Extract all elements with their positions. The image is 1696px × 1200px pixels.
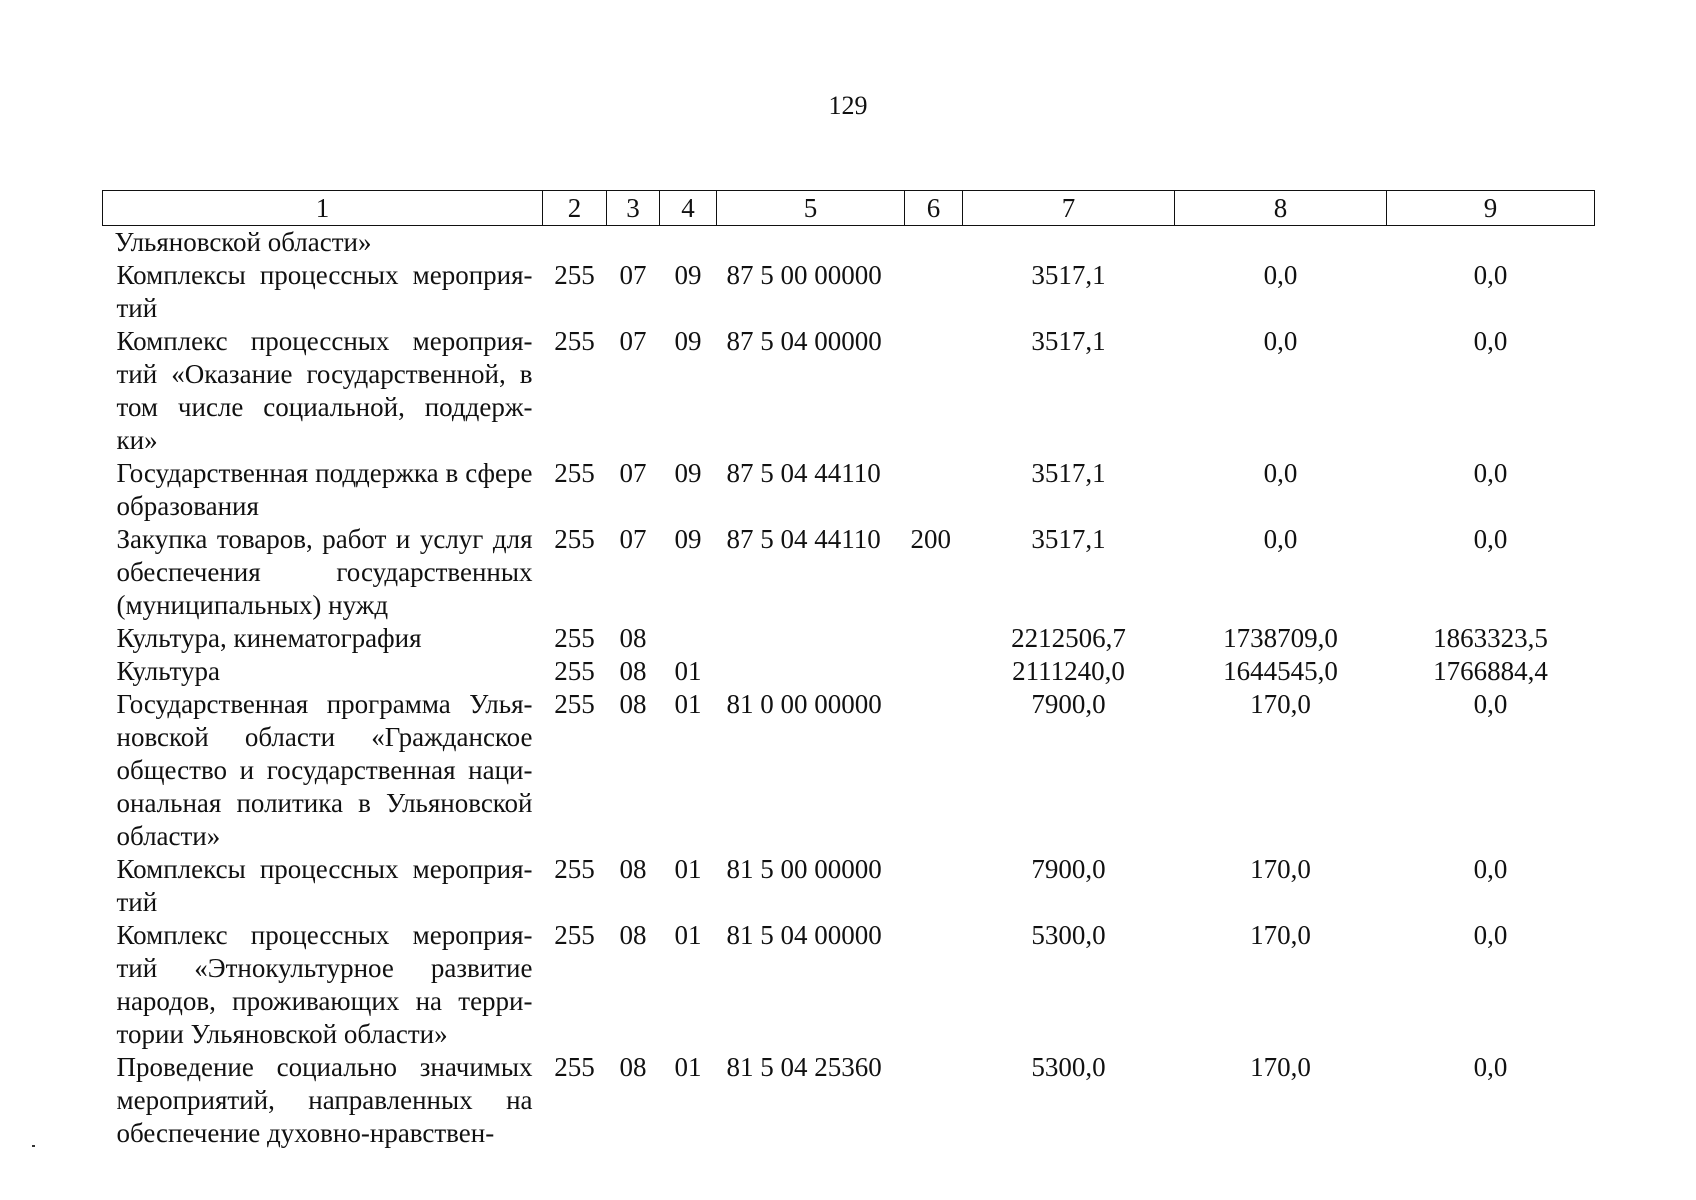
- column-header-8: 8: [1175, 191, 1387, 226]
- row-col-7: 5300,0: [1031, 920, 1106, 950]
- row-col-2: 255: [554, 656, 595, 686]
- row-col-2: 255: [554, 260, 595, 290]
- row-col-8: 0,0: [1263, 260, 1298, 290]
- row-name: Комплексы процессных мероприя-тий: [116, 854, 533, 917]
- row-col-8: 0,0: [1263, 458, 1298, 488]
- row-col-9: 0,0: [1473, 854, 1508, 884]
- table-row: [103, 259, 1595, 325]
- row-name: Проведение социально значимых мероприятий, направленных на обеспечение духовно-нравствен-: [116, 1052, 533, 1148]
- table-row: [103, 688, 1595, 853]
- row-col-3: 08: [619, 689, 647, 719]
- scan-speck: [32, 1145, 35, 1147]
- row-col-6: [905, 688, 963, 853]
- row-col-8: 0,0: [1263, 326, 1298, 356]
- row-col-2: 255: [554, 524, 595, 554]
- row-col-3: 07: [619, 458, 647, 488]
- row-col-9: [1387, 226, 1595, 260]
- row-col-4: 01: [674, 689, 702, 719]
- row-col-5: [717, 622, 905, 655]
- row-col-4: 09: [674, 458, 702, 488]
- column-header-3: 3: [607, 191, 660, 226]
- row-col-8: 1738709,0: [1223, 623, 1338, 653]
- row-col-6: [905, 1051, 963, 1150]
- row-col-5: 87 5 04 44110: [726, 458, 881, 488]
- table-row: [103, 325, 1595, 457]
- row-col-4: [660, 622, 717, 655]
- row-col-4: 09: [674, 524, 702, 554]
- row-col-3: 07: [619, 524, 647, 554]
- row-col-3: 07: [619, 260, 647, 290]
- row-col-6: [905, 226, 963, 260]
- row-col-3: [607, 226, 660, 260]
- row-col-6: [905, 259, 963, 325]
- row-col-3: 08: [619, 920, 647, 950]
- row-col-4: 09: [674, 260, 702, 290]
- row-col-4: 01: [674, 920, 702, 950]
- row-col-2: 255: [554, 920, 595, 950]
- row-col-4: 09: [674, 326, 702, 356]
- row-col-5: 87 5 00 00000: [726, 260, 882, 290]
- row-col-3: 08: [619, 854, 647, 884]
- row-name: Комплекс процессных мероприя-тий «Этнокультурное развитие народов, проживающих на терри-тории Ульяновской области»: [116, 920, 533, 1049]
- row-col-7: 3517,1: [1031, 260, 1106, 290]
- table-row: [103, 622, 1595, 655]
- row-col-5: 81 5 00 00000: [726, 854, 882, 884]
- row-col-8: 170,0: [1250, 920, 1311, 950]
- row-col-2: 255: [554, 326, 595, 356]
- row-col-2: 255: [554, 854, 595, 884]
- row-col-6: 200: [910, 524, 951, 554]
- row-col-8: 170,0: [1250, 1052, 1311, 1082]
- page-number: 129: [828, 91, 868, 120]
- row-col-7: 3517,1: [1031, 458, 1106, 488]
- row-col-5: [717, 655, 905, 688]
- column-header-4: 4: [660, 191, 717, 226]
- budget-table: [102, 190, 1595, 1150]
- row-col-9: 1766884,4: [1433, 656, 1548, 686]
- row-col-2: 255: [554, 1052, 595, 1082]
- row-col-3: 08: [619, 1052, 647, 1082]
- row-col-3: 08: [619, 656, 647, 686]
- row-col-5: 81 0 00 00000: [726, 689, 882, 719]
- row-name: Закупка товаров, работ и услуг для обеспечения государственных (муниципальных) нужд: [116, 524, 533, 620]
- row-col-2: [543, 226, 607, 260]
- row-col-7: [963, 226, 1175, 260]
- row-name: Культура: [116, 656, 220, 686]
- row-col-5: 87 5 04 00000: [726, 326, 882, 356]
- row-col-4: 01: [674, 656, 702, 686]
- table-row: [103, 853, 1595, 919]
- table-row: [103, 919, 1595, 1051]
- row-col-3: 08: [619, 623, 647, 653]
- row-col-7: 7900,0: [1031, 854, 1106, 884]
- row-col-9: 0,0: [1473, 1052, 1508, 1082]
- row-col-2: 255: [554, 689, 595, 719]
- column-header-1: 1: [103, 191, 543, 226]
- row-col-6: [905, 919, 963, 1051]
- row-col-7: 3517,1: [1031, 326, 1106, 356]
- row-col-9: 0,0: [1473, 920, 1508, 950]
- row-col-4: 01: [674, 1052, 702, 1082]
- row-col-6: [905, 457, 963, 523]
- row-name: Культура, кинематография: [116, 623, 422, 653]
- row-name: Комплексы процессных мероприя-тий: [116, 260, 533, 323]
- row-col-5: [717, 226, 905, 260]
- row-col-2: 255: [554, 458, 595, 488]
- table-row: [103, 655, 1595, 688]
- table-header: [103, 191, 1595, 226]
- row-col-8: 0,0: [1263, 524, 1298, 554]
- row-col-5: 87 5 04 44110: [726, 524, 881, 554]
- row-name: Ульяновской области»: [114, 227, 372, 257]
- row-name: Комплекс процессных мероприя-тий «Оказание государственной, в том числе социальной, поддерж-ки»: [116, 326, 533, 455]
- row-col-6: [905, 655, 963, 688]
- table-body: [103, 226, 1595, 1151]
- column-header-5: 5: [717, 191, 905, 226]
- row-col-9: 0,0: [1473, 524, 1508, 554]
- row-col-8: [1175, 226, 1387, 260]
- row-col-9: 0,0: [1473, 326, 1508, 356]
- table-row: [103, 1051, 1595, 1150]
- column-header-6: 6: [905, 191, 963, 226]
- row-col-7: 2111240,0: [1012, 656, 1125, 686]
- row-col-9: 0,0: [1473, 458, 1508, 488]
- column-header-7: 7: [963, 191, 1175, 226]
- row-col-9: 0,0: [1473, 689, 1508, 719]
- column-header-2: 2: [543, 191, 607, 226]
- row-col-4: [660, 226, 717, 260]
- row-col-3: 07: [619, 326, 647, 356]
- row-col-2: 255: [554, 623, 595, 653]
- row-col-6: [905, 622, 963, 655]
- table-row: [103, 457, 1595, 523]
- header-row: [103, 191, 1595, 226]
- row-name: Государственная программа Улья-новской области «Гражданское общество и государственная наци-ональная политика в Ульяновской области»: [116, 689, 533, 851]
- row-col-9: 1863323,5: [1433, 623, 1548, 653]
- row-col-7: 7900,0: [1031, 689, 1106, 719]
- row-col-8: 170,0: [1250, 689, 1311, 719]
- row-col-6: [905, 325, 963, 457]
- row-col-7: 2212506,7: [1011, 623, 1126, 653]
- row-col-8: 1644545,0: [1223, 656, 1338, 686]
- row-col-8: 170,0: [1250, 854, 1311, 884]
- row-col-5: 81 5 04 25360: [726, 1052, 882, 1082]
- row-col-4: 01: [674, 854, 702, 884]
- table-row: [103, 523, 1595, 622]
- row-col-7: 5300,0: [1031, 1052, 1106, 1082]
- row-col-5: 81 5 04 00000: [726, 920, 882, 950]
- row-col-7: 3517,1: [1031, 524, 1106, 554]
- column-header-9: 9: [1387, 191, 1595, 226]
- row-col-6: [905, 853, 963, 919]
- row-name: Государственная поддержка в сфере образования: [116, 458, 533, 521]
- row-col-9: 0,0: [1473, 260, 1508, 290]
- table-row: [103, 226, 1595, 260]
